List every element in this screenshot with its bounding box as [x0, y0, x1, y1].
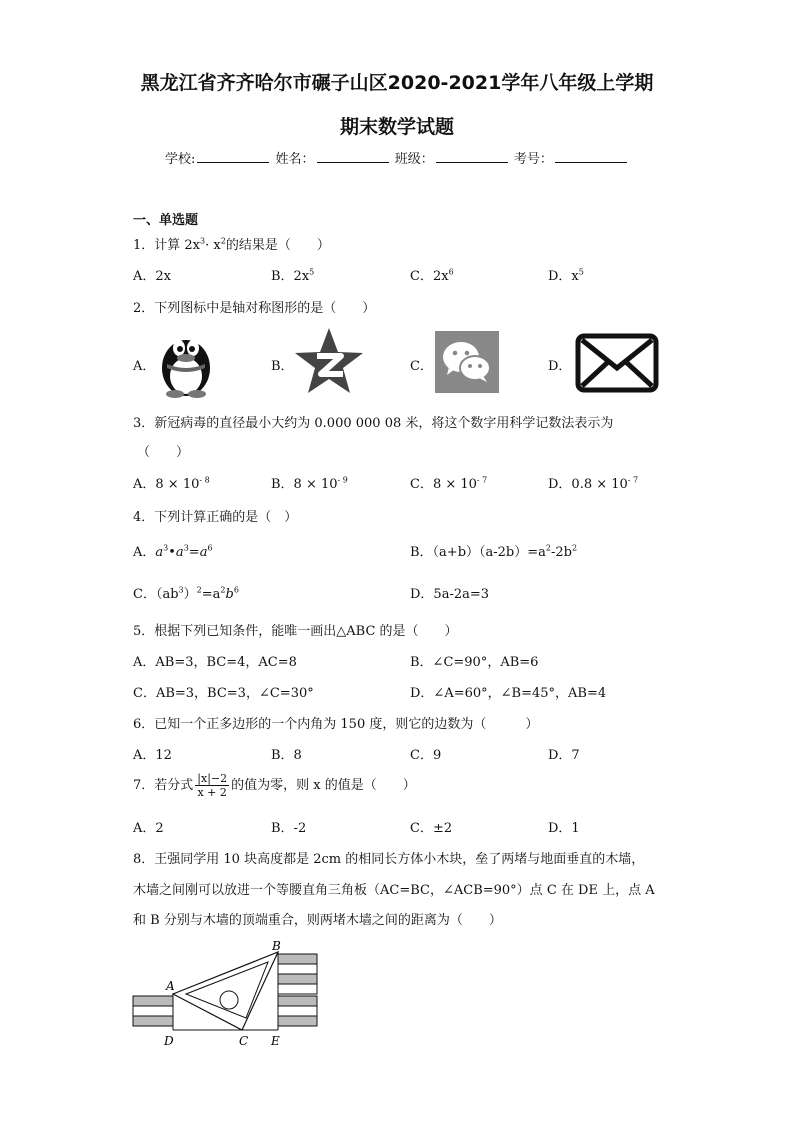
q7-option-a[interactable]: A．2	[133, 821, 164, 836]
q6-option-c[interactable]: C．9	[410, 748, 442, 763]
label-d: D	[164, 1034, 174, 1048]
q7-option-d[interactable]: D．1	[548, 821, 580, 836]
q3-stem-line2: （ ）	[137, 445, 190, 460]
envelope-icon	[574, 332, 660, 394]
q7-stem: 7．若分式 $\frac{|x|-2}{x + 2}$ 的值为零，则 x 的值是（ ）	[133, 772, 416, 799]
q4-option-b[interactable]: B．$(a+b)(a-2b)=a^2-2b^2$	[410, 543, 578, 560]
q5-option-d[interactable]: D．∠A=60°，∠B=45°，AB=4	[410, 686, 607, 701]
q6-option-d[interactable]: D．7	[548, 748, 580, 763]
q1-option-d[interactable]: D．$x^5$	[548, 267, 584, 284]
q3-stem-line1: 3．新冠病毒的直径最小大约为 0.000 000 08 米，将这个数字用科学记数法表示为	[133, 416, 614, 431]
q2-option-b[interactable]: B．	[271, 359, 294, 374]
q8-figure	[128, 938, 328, 1050]
exam-no-blank[interactable]	[555, 150, 627, 163]
q7-option-c[interactable]: C．±2	[410, 821, 453, 836]
q3-option-b[interactable]: B．$8 \times 10^{- 9}$	[271, 475, 348, 492]
q7-option-b[interactable]: B．-2	[271, 821, 307, 836]
q3-option-c[interactable]: C．$8 \times 10^{- 7}$	[410, 475, 488, 492]
q6-option-a[interactable]: A．12	[133, 748, 172, 763]
q2-option-a[interactable]: A．	[133, 359, 156, 374]
label-c: C	[239, 1034, 249, 1048]
q8-line2: 木墙之间刚可以放进一个等腰直角三角板（AC=BC，∠ACB=90°）点 C 在 DE 上，点 A	[133, 883, 655, 898]
q4-stem: 4．下列计算正确的是（ ）	[133, 510, 298, 525]
q6-option-b[interactable]: B．8	[271, 748, 302, 763]
star-z-icon	[293, 326, 365, 396]
q6-stem: 6．已知一个正多边形的一个内角为 150 度，则它的边数为（ ）	[133, 717, 539, 732]
q3-option-d[interactable]: D．$0.8 \times 10^{- 7}$	[548, 475, 639, 492]
label-a: A	[166, 979, 175, 993]
label-e: E	[271, 1034, 280, 1048]
q1-stem: 1．计算 $2x^3\cdot x^2$的结果是（ ）	[133, 236, 330, 253]
q4-option-d[interactable]: D．5a-2a=3	[410, 587, 490, 602]
student-info	[165, 148, 629, 167]
q2-option-d[interactable]: D．	[548, 359, 572, 374]
q2-stem: 2．下列图标中是轴对称图形的是（ ）	[133, 301, 376, 316]
name-blank[interactable]	[317, 150, 389, 163]
q4-option-c[interactable]: C．$(ab^3)^2=a^2b^6$	[133, 585, 239, 602]
q4-option-a[interactable]: A．$a^3•a^3=a^6$	[133, 543, 213, 560]
q2-option-c[interactable]: C．	[410, 359, 433, 374]
exam-no-label: 考号：	[513, 152, 553, 167]
q8-line1: 8．王强同学用 10 块高度都是 2cm 的相同长方体小木块，垒了两堵与地面垂直的木墙，	[133, 852, 645, 867]
q1-option-a[interactable]: A．2x	[133, 269, 171, 284]
q5-option-b[interactable]: B．∠C=90°，AB=6	[410, 655, 539, 670]
fraction: $\frac{|x|-2}{x + 2}$	[197, 772, 228, 799]
q5-stem: 5．根据下列已知条件，能唯一画出△ABC 的是（ ）	[133, 624, 458, 639]
school-blank[interactable]	[197, 150, 269, 163]
title-line2: 期末数学试题	[339, 116, 454, 138]
label-b: B	[272, 939, 281, 953]
q5-option-a[interactable]: A．AB=3，BC=4，AC=8	[133, 655, 297, 670]
q5-option-c[interactable]: C．AB=3，BC=3，∠C=30°	[133, 686, 314, 701]
wechat-icon	[435, 331, 499, 393]
class-label: 班级：	[394, 152, 434, 167]
penguin-icon	[155, 326, 217, 398]
q3-option-a[interactable]: A．$8 \times 10^{- 8}$	[133, 475, 210, 492]
q8-line3: 和 B 分别与木墙的顶端重合，则两堵木墙之间的距离为（ ）	[133, 913, 502, 928]
class-blank[interactable]	[436, 150, 508, 163]
school-label: 学校:	[165, 152, 196, 167]
q1-option-c[interactable]: C．$2x^6$	[410, 267, 454, 284]
section-title: 一、单选题	[133, 213, 199, 228]
q1-option-b[interactable]: B．$2x^5$	[271, 267, 315, 284]
name-label: 姓名：	[275, 152, 315, 167]
title-line1: 黑龙江省齐齐哈尔市碾子山区2020-2021学年八年级上学期	[140, 72, 654, 94]
